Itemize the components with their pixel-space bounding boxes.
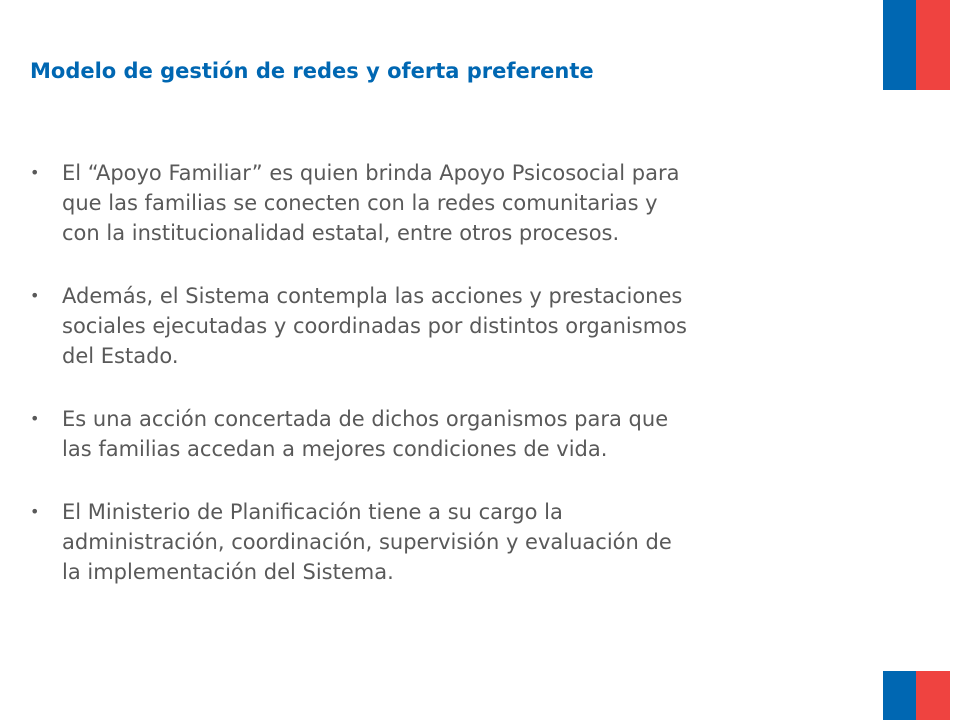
bullet-line: Además, el Sistema contempla las acciones y prestaciones <box>62 284 683 308</box>
bullet-item <box>30 281 870 371</box>
bullet-line: sociales ejecutadas y coordinadas por distintos organismos <box>62 314 687 338</box>
flag-stripe-red <box>916 671 950 720</box>
flag-stripe-blue <box>883 671 916 720</box>
bullet-line: que las familias se conecten con la redes comunitarias y <box>62 191 658 215</box>
bullet-line: las familias accedan a mejores condiciones de vida. <box>62 437 608 461</box>
bullet-line: con la institucionalidad estatal, entre otros procesos. <box>62 221 620 245</box>
bullet-item <box>30 497 870 587</box>
bullet-icon: • <box>30 502 40 521</box>
bullet-icon: • <box>30 163 40 182</box>
bullet-item <box>30 404 870 464</box>
bullet-line: El Ministerio de Planificación tiene a su cargo la <box>62 500 563 524</box>
bullet-icon: • <box>30 286 40 305</box>
bullet-line: la implementación del Sistema. <box>62 560 394 584</box>
flag-stripe-red <box>916 0 950 90</box>
bullet-line: Es una acción concertada de dichos organismos para que <box>62 407 669 431</box>
bullet-item <box>30 158 870 248</box>
bullet-line: administración, coordinación, supervisión y evaluación de <box>62 530 672 554</box>
bullet-line: del Estado. <box>62 344 179 368</box>
slide-title: Modelo de gestión de redes y oferta preferente <box>30 59 594 83</box>
flag-stripe-blue <box>883 0 916 90</box>
bullet-icon: • <box>30 409 40 428</box>
flag-stripe-top <box>883 0 950 90</box>
bullet-list <box>30 158 870 620</box>
bullet-line: El “Apoyo Familiar” es quien brinda Apoyo Psicosocial para <box>62 161 680 185</box>
flag-stripe-bottom <box>883 671 950 720</box>
